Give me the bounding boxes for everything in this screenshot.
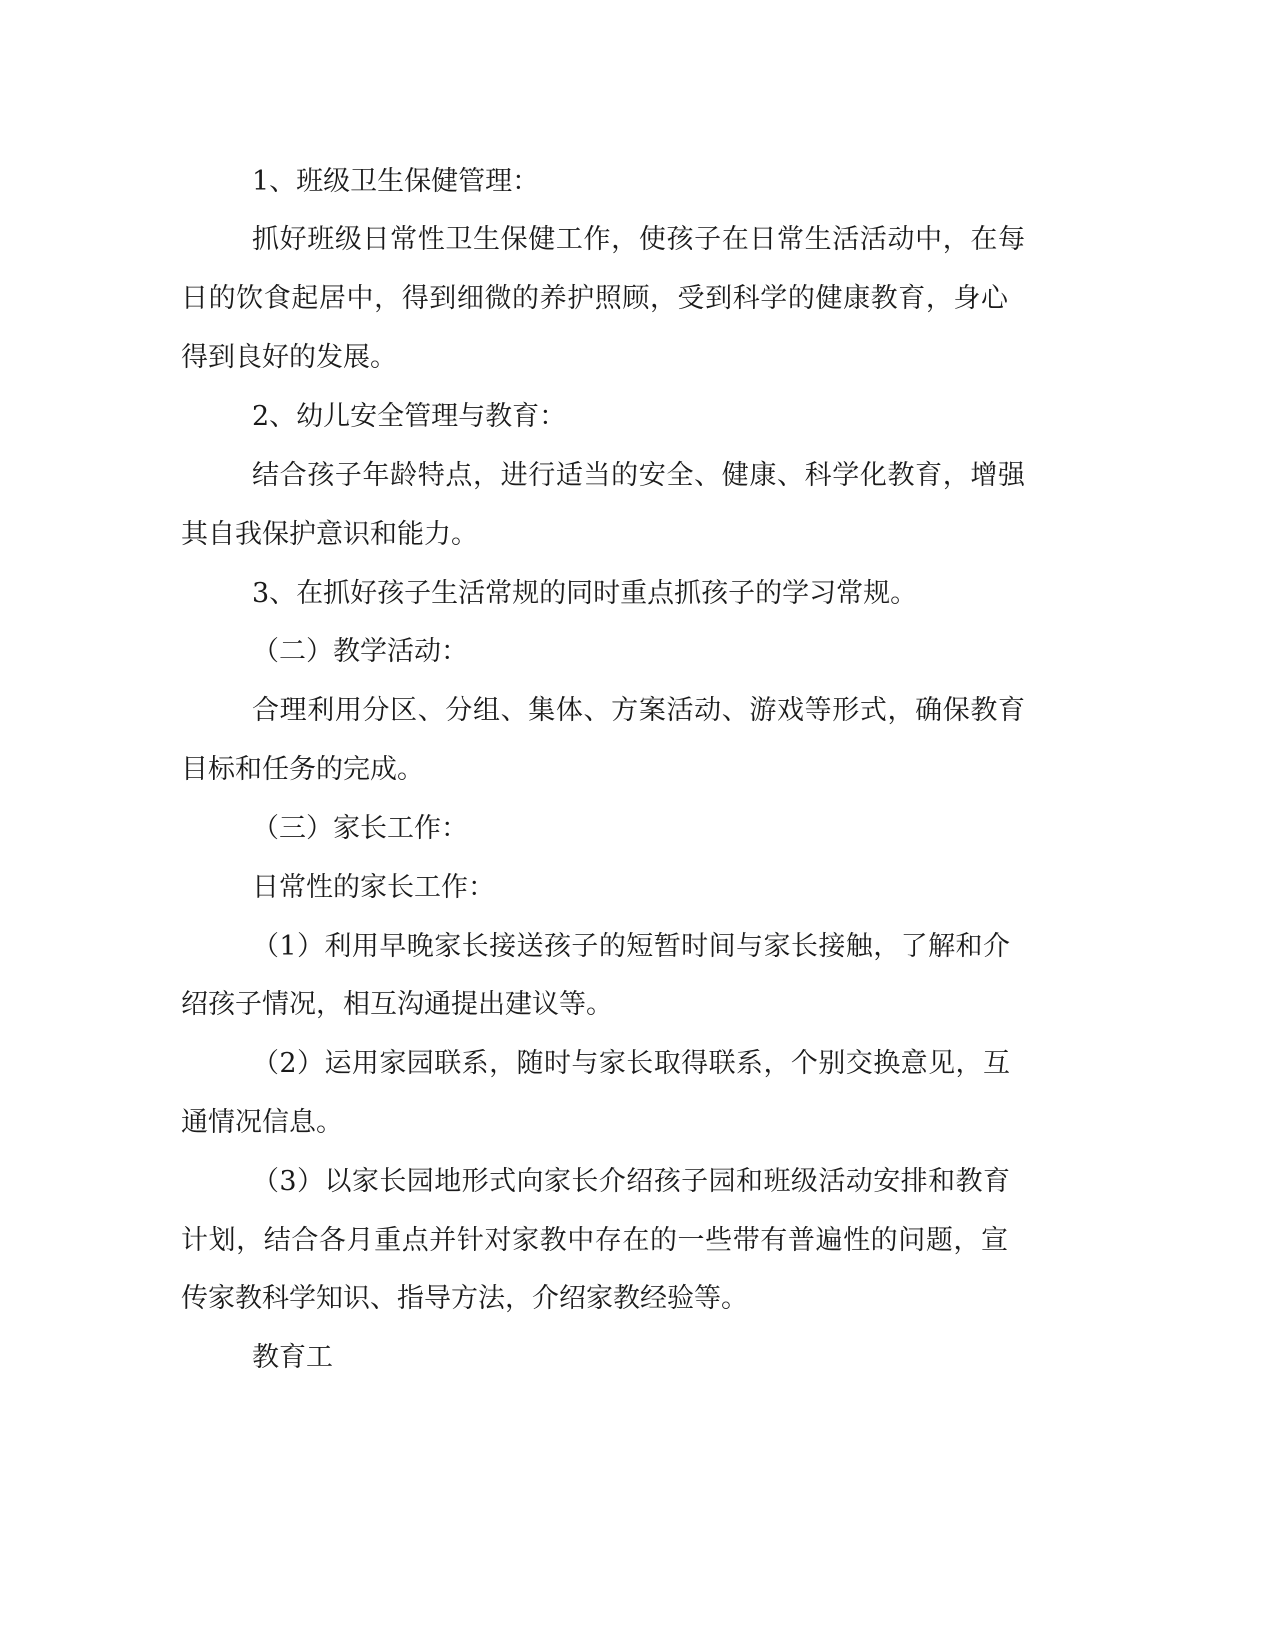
- heading-hygiene: 1、班级卫生保健管理：: [252, 166, 540, 197]
- item-3-line-3: 传家教科学知识、指导方法，介绍家教经验等。: [181, 1283, 748, 1314]
- paragraph-hygiene-line-2: 日的饮食起居中，得到细微的养护照顾，受到科学的健康教育，身心: [181, 283, 1008, 314]
- heading-safety: 2、幼儿安全管理与教育：: [252, 401, 567, 432]
- item-1-line-2: 绍孩子情况，相互沟通提出建议等。: [181, 989, 613, 1020]
- heading-parents: （三）家长工作：: [252, 813, 468, 844]
- paragraph-safety-line-2: 其自我保护意识和能力。: [181, 519, 478, 550]
- paragraph-hygiene-line-3: 得到良好的发展。: [181, 342, 397, 373]
- trailing-heading-fragment: 教育工: [252, 1342, 333, 1373]
- item-3-line-2: 计划，结合各月重点并针对家教中存在的一些带有普遍性的问题，宣: [181, 1225, 1008, 1256]
- heading-routine: 3、在抓好孩子生活常规的同时重点抓孩子的学习常规。: [252, 578, 918, 609]
- item-2-line-2: 通情况信息。: [181, 1107, 343, 1138]
- subheading-daily-parent-work: 日常性的家长工作：: [252, 872, 495, 903]
- paragraph-teaching-line-2: 目标和任务的完成。: [181, 754, 424, 785]
- item-3-line-1: （3）以家长园地形式向家长介绍孩子园和班级活动安排和教育: [252, 1166, 1010, 1197]
- item-1-line-1: （1）利用早晚家长接送孩子的短暂时间与家长接触，了解和介: [252, 931, 1010, 962]
- heading-teaching: （二）教学活动：: [252, 636, 468, 667]
- paragraph-teaching-line-1: 合理利用分区、分组、集体、方案活动、游戏等形式，确保教育: [252, 695, 1025, 726]
- paragraph-safety-line-1: 结合孩子年龄特点，进行适当的安全、健康、科学化教育，增强: [252, 460, 1025, 491]
- paragraph-hygiene-line-1: 抓好班级日常性卫生保健工作，使孩子在日常生活活动中，在每: [252, 224, 1025, 255]
- item-2-line-1: （2）运用家园联系，随时与家长取得联系，个别交换意见，互: [252, 1048, 1010, 1079]
